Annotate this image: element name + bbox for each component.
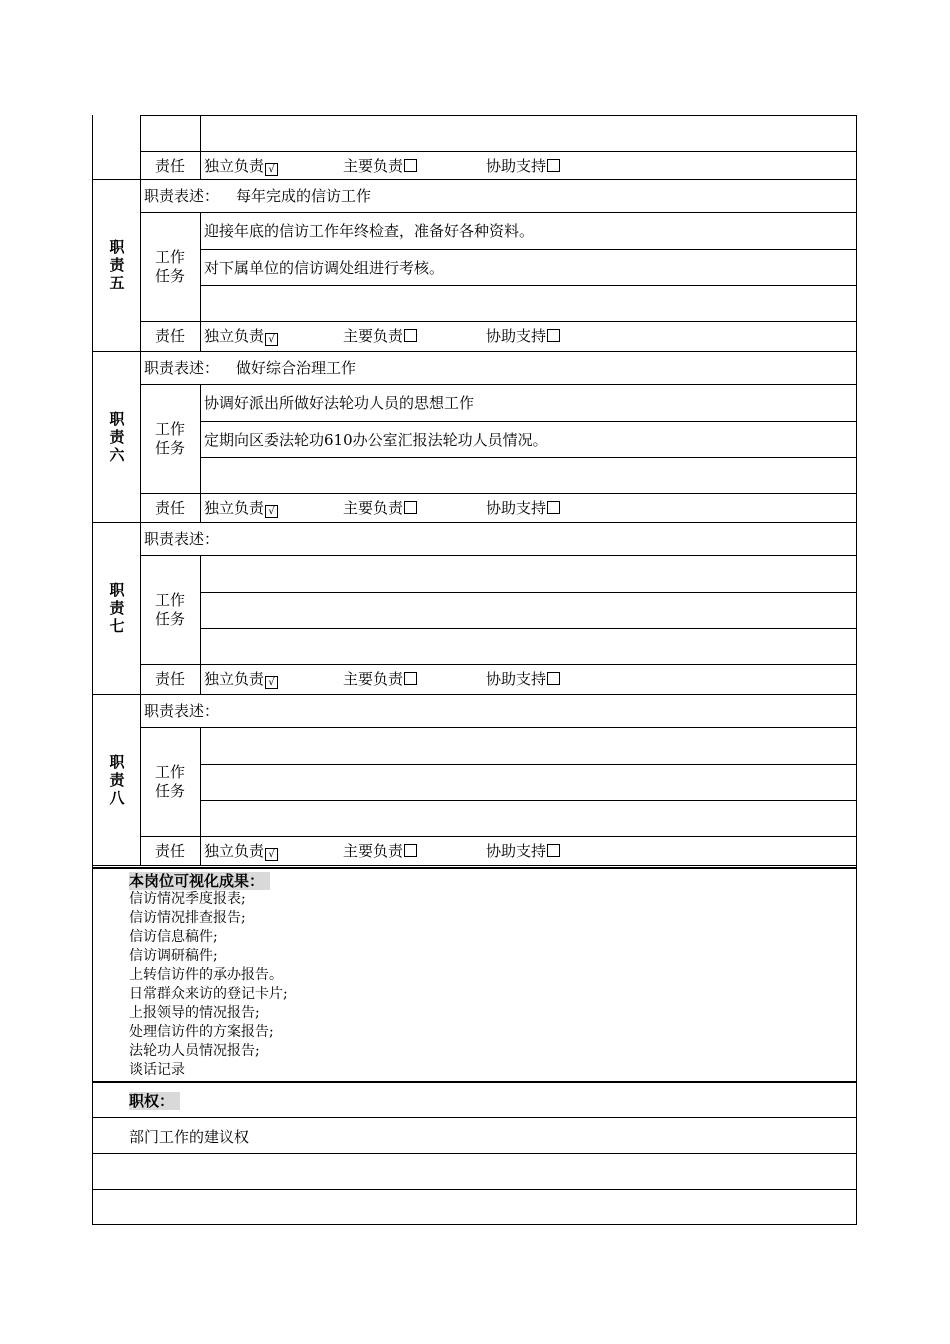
checkbox-empty-icon[interactable] (547, 329, 560, 342)
duty-description-label: 职责表述： (144, 359, 220, 377)
duty-side-divider (140, 522, 141, 694)
checkbox-empty-icon[interactable] (404, 329, 417, 342)
option-independent[interactable] (204, 842, 278, 861)
results-title: 本岗位可视化成果： (129, 872, 270, 890)
result-item: 上转信访件的承办报告。 (129, 967, 283, 983)
duty-side-label-char: 职 (109, 752, 125, 771)
authority-row-1: 部门工作的建议权 (129, 1128, 250, 1146)
responsibility-label: 责任 (155, 157, 186, 175)
duty-resp-line (140, 321, 857, 322)
result-item: 信访调研稿件; (129, 948, 218, 964)
duty-task-line (200, 800, 857, 801)
option-label: 协助支持 (486, 499, 547, 517)
checkbox-empty-icon[interactable] (404, 844, 417, 857)
duty-task-line (200, 457, 857, 458)
duty-description-text: 每年完成的信访工作 (236, 187, 372, 205)
work-task-item: 迎接年底的信访工作年终检查，准备好各种资料。 (204, 222, 535, 240)
duty-task-divider (200, 555, 201, 694)
duty-side-label-char: 职 (109, 409, 125, 428)
option-assist[interactable] (486, 670, 560, 688)
work-task-label: 任务 (154, 266, 185, 285)
checkbox-checked-icon[interactable]: √ (265, 505, 278, 518)
option-label: 主要负责 (343, 842, 404, 860)
authority-row-line (92, 1153, 857, 1154)
option-label: 协助支持 (486, 670, 547, 688)
work-task-item: 对下属单位的信访调处组进行考核。 (204, 259, 445, 277)
option-main[interactable]: 主要负责 (343, 157, 417, 175)
work-task-label: 任务 (154, 438, 185, 457)
frame-left-border (92, 115, 93, 1225)
frame-right-border (856, 115, 857, 1225)
work-task-label: 任务 (154, 609, 185, 628)
option-label: 独立负责 (204, 670, 265, 688)
checkbox-empty-icon[interactable] (547, 501, 560, 514)
option-assist[interactable] (486, 499, 560, 517)
top-block-top-border (140, 115, 857, 116)
work-task-item: 定期向区委法轮功610办公室汇报法轮功人员情况。 (204, 431, 548, 449)
checkbox-checked-icon[interactable]: √ (265, 333, 278, 346)
results-top-border (92, 867, 857, 869)
result-item: 法轮功人员情况报告; (129, 1043, 260, 1059)
work-task-label: 工作 (154, 247, 185, 266)
duty-side-label-char: 七 (109, 617, 125, 635)
result-item: 上报领导的情况报告; (129, 1005, 260, 1021)
option-label: 协助支持 (486, 842, 547, 860)
option-independent[interactable]: 独立负责 √ (204, 157, 278, 176)
duty-task-line (200, 249, 857, 250)
work-task-label: 工作 (154, 419, 185, 438)
authority-row-line (92, 1117, 857, 1118)
authority-row-line (92, 1189, 857, 1190)
duty-side-label-char: 责 (109, 599, 125, 617)
duty-resp-line (140, 664, 857, 665)
duty-desc-line (140, 555, 857, 556)
authority-title: 职权： (129, 1092, 180, 1110)
result-item: 信访情况排查报告; (129, 910, 246, 926)
work-task-label: 工作 (154, 762, 185, 781)
work-task-item: 协调好派出所做好法轮功人员的思想工作 (204, 394, 475, 412)
option-label: 主要负责 (343, 670, 404, 688)
option-assist[interactable]: 协助支持 (486, 157, 560, 175)
option-main[interactable] (343, 670, 417, 688)
option-label: 主要负责 (343, 327, 404, 345)
option-label: 主要负责 (343, 499, 404, 517)
duty-side-label-char: 职 (109, 238, 125, 256)
top-block-bottom-line (92, 179, 857, 180)
duty-bottom-line (92, 865, 857, 866)
frame-bottom-border (92, 1224, 857, 1225)
result-item: 日常群众来访的登记卡片; (129, 986, 288, 1002)
option-main[interactable] (343, 842, 417, 860)
checkbox-empty-icon[interactable] (547, 672, 560, 685)
duty-task-divider (200, 727, 201, 865)
checkbox-empty-icon[interactable] (547, 844, 560, 857)
option-assist[interactable] (486, 327, 560, 345)
responsibility-label: 责任 (155, 499, 186, 517)
duty-resp-line (140, 836, 857, 837)
duty-desc-line (140, 212, 857, 213)
duty-side-label-char: 责 (109, 770, 125, 789)
duty-task-divider (200, 384, 201, 522)
duty-description-label: 职责表述： (144, 187, 220, 205)
duty-side-label-char: 五 (109, 274, 125, 292)
work-task-label: 任务 (154, 781, 185, 800)
checkbox-checked-icon[interactable]: √ (265, 163, 278, 176)
option-label: 独立负责 (204, 842, 265, 860)
duty-task-line (200, 592, 857, 593)
option-label: 独立负责 (204, 327, 265, 345)
top-block-divider (140, 115, 141, 179)
duty-side-label-char: 责 (109, 256, 125, 274)
checkbox-empty-icon[interactable] (547, 159, 560, 172)
option-label: 独立负责 (204, 499, 265, 517)
checkbox-checked-icon[interactable]: √ (265, 848, 278, 861)
checkbox-empty-icon[interactable] (404, 501, 417, 514)
duty-side-label-char: 八 (109, 788, 125, 807)
duty-description-text: 做好综合治理工作 (236, 359, 357, 377)
duty-task-line (200, 764, 857, 765)
checkbox-empty-icon[interactable] (404, 159, 417, 172)
result-item: 谈话记录 (129, 1062, 185, 1078)
duty-task-line (200, 628, 857, 629)
duty-bottom-line (92, 522, 857, 523)
checkbox-empty-icon[interactable] (404, 672, 417, 685)
responsibility-label: 责任 (155, 842, 186, 860)
result-item: 处理信访件的方案报告; (129, 1024, 274, 1040)
duty-side-label-char: 六 (109, 445, 125, 464)
duty-side-label-char: 责 (109, 427, 125, 446)
duty-side-divider (140, 179, 141, 351)
top-block-divider (200, 115, 201, 179)
duty-side-divider (140, 351, 141, 522)
duty-bottom-line (92, 694, 857, 695)
work-task-label: 工作 (154, 590, 185, 609)
duty-description-label: 职责表述： (144, 702, 220, 720)
duty-task-line (200, 421, 857, 422)
responsibility-label: 责任 (155, 670, 186, 688)
duty-bottom-line (92, 351, 857, 352)
top-block-row-line (140, 151, 857, 152)
option-label: 协助支持 (486, 327, 547, 345)
duty-desc-line (140, 727, 857, 728)
checkbox-checked-icon[interactable]: √ (265, 676, 278, 689)
duty-task-line (200, 285, 857, 286)
duty-task-divider (200, 212, 201, 351)
duty-side-label-char: 职 (109, 581, 125, 599)
option-assist[interactable] (486, 842, 560, 860)
result-item: 信访信息稿件; (129, 929, 218, 945)
duty-resp-line (140, 493, 857, 494)
duty-side-divider (140, 694, 141, 865)
result-item: 信访情况季度报表; (129, 891, 246, 907)
job-description-table (92, 115, 857, 1225)
duty-desc-line (140, 384, 857, 385)
option-independent[interactable] (204, 499, 278, 518)
option-main[interactable] (343, 499, 417, 517)
option-independent[interactable] (204, 670, 278, 689)
authority-top-border (92, 1081, 857, 1083)
option-independent[interactable] (204, 327, 278, 346)
option-main[interactable] (343, 327, 417, 345)
responsibility-label: 责任 (155, 327, 186, 345)
duty-description-label: 职责表述： (144, 530, 220, 548)
